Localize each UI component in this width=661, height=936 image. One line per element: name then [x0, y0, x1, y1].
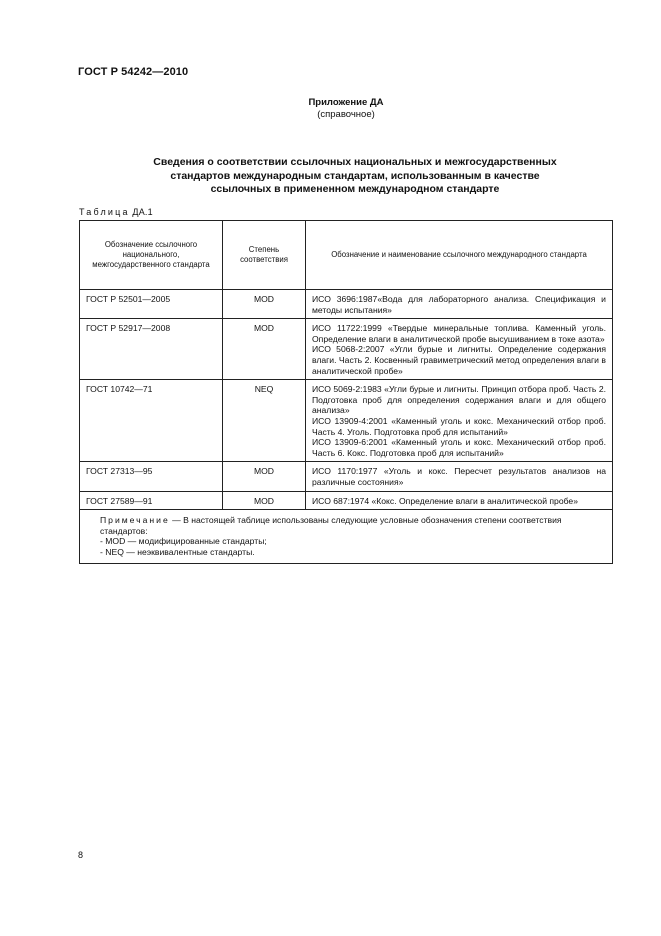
table-note-row — [80, 510, 613, 564]
iso-reference: ИСО 11722:1999 «Твердые минеральные топлива. Каменный уголь. Определение влаги в аналитической пробе высушиванием в токе азота» — [312, 323, 606, 344]
iso-reference: ИСО 1170:1977 «Уголь и кокс. Пересчет результатов анализов на различные состояния» — [312, 466, 606, 487]
table-label-prefix: Таблица — [79, 207, 130, 217]
note-item: - MOD — модифицированные стандарты; — [100, 536, 267, 547]
cell-degree: MOD — [223, 319, 306, 380]
header-degree: Степень соответствия — [223, 221, 306, 290]
appendix-heading — [0, 97, 661, 121]
cell-gost: ГОСТ 27589—91 — [80, 491, 223, 510]
standards-table — [79, 220, 613, 564]
table-row — [80, 319, 613, 380]
note-body: — В настоящей таблице использованы следующие условные обозначения степени соответствия стандартов: — [100, 515, 562, 536]
note-item: - NEQ — неэквивалентные стандарты. — [100, 546, 255, 557]
cell-degree: NEQ — [223, 380, 306, 462]
table-header-row — [80, 221, 613, 290]
section-title — [120, 156, 590, 197]
cell-iso — [306, 462, 613, 491]
table-label — [79, 207, 153, 217]
table-row — [80, 462, 613, 491]
document-code: ГОСТ Р 54242—2010 — [78, 66, 189, 78]
table-note — [80, 510, 613, 564]
iso-reference: ИСО 13909-6:2001 «Каменный уголь и кокс. Механический отбор проб. Часть 6. Кокс. Подготовка проб для испытаний» — [312, 437, 606, 458]
header-gost: Обозначение ссылочного национального, межгосударственного стандарта — [80, 221, 223, 290]
cell-iso — [306, 319, 613, 380]
table-label-number: ДА.1 — [132, 207, 153, 217]
table-row — [80, 290, 613, 319]
section-title-line: Сведения о соответствии ссылочных национальных и межгосударственных — [153, 156, 557, 168]
section-title-line: ссылочных в примененном международном стандарте — [210, 183, 500, 195]
iso-reference: ИСО 5068-2:2007 «Угли бурые и лигниты. Определение содержания влаги. Часть 2. Косвенный гравиметрический метод определения влаги в аналитической пробе» — [312, 344, 606, 376]
table-row — [80, 491, 613, 510]
iso-reference: ИСО 3696:1987«Вода для лабораторного анализа. Спецификация и методы испытания» — [312, 294, 606, 315]
iso-reference: ИСО 5069-2:1983 «Угли бурые и лигниты. Принцип отбора проб. Часть 2. Подготовка проб для определения содержания влаги и для общего анализа» — [312, 384, 606, 416]
cell-gost: ГОСТ 27313—95 — [80, 462, 223, 491]
header-iso: Обозначение и наименование ссылочного международного стандарта — [306, 221, 613, 290]
table-row — [80, 380, 613, 462]
appendix-title: Приложение ДА — [308, 97, 384, 108]
cell-iso — [306, 491, 613, 510]
iso-reference: ИСО 13909-4:2001 «Каменный уголь и кокс. Механический отбор проб. Часть 4. Уголь. Подготовка проб для испытаний» — [312, 415, 606, 437]
cell-gost: ГОСТ Р 52501—2005 — [80, 290, 223, 319]
cell-iso — [306, 290, 613, 319]
cell-gost: ГОСТ 10742—71 — [80, 380, 223, 462]
cell-gost: ГОСТ Р 52917—2008 — [80, 319, 223, 380]
iso-reference: ИСО 687:1974 «Кокс. Определение влаги в аналитической пробе» — [312, 495, 578, 506]
cell-iso — [306, 380, 613, 462]
note-text — [100, 515, 604, 536]
cell-degree: MOD — [223, 491, 306, 510]
note-lead: Примечание — [100, 515, 170, 526]
appendix-subtitle: (справочное) — [317, 109, 375, 120]
cell-degree: MOD — [223, 462, 306, 491]
section-title-line: стандартов международным стандартам, использованным в качестве — [170, 169, 540, 182]
page-number: 8 — [78, 850, 84, 860]
cell-degree: MOD — [223, 290, 306, 319]
